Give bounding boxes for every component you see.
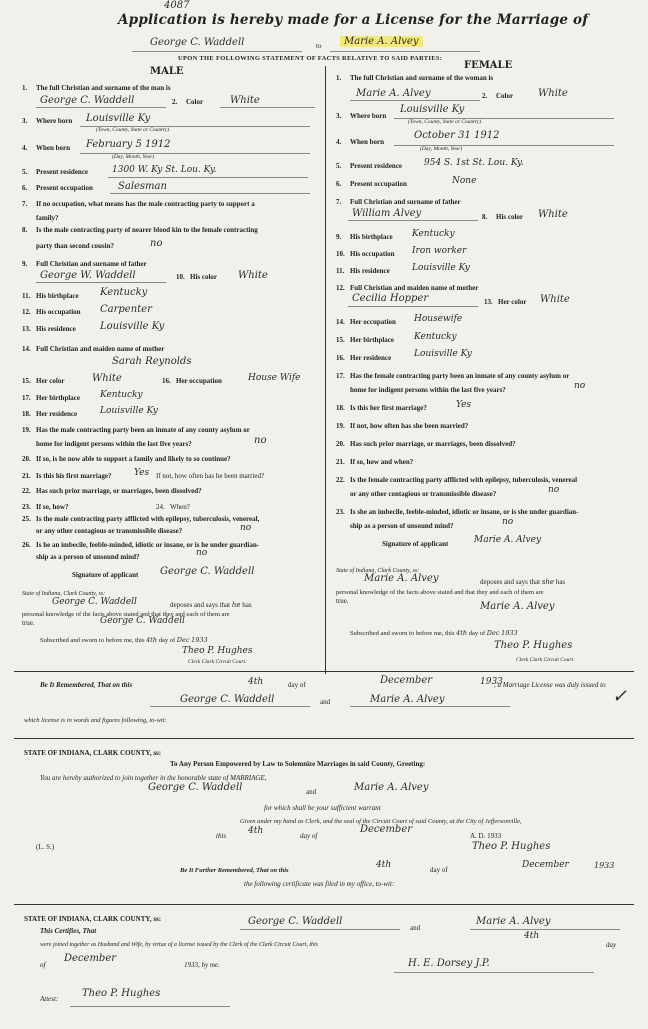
male-q25b: or any other contagious or transmissible disease? [36, 527, 183, 535]
male-aff-knowledge: personal knowledge of the facts above stated and that they and each of them are [22, 611, 230, 618]
female-clerk-label: Clerk Clark Circuit Court. [516, 657, 575, 663]
male-mother-occupation: House Wife [248, 373, 301, 383]
remember-and: and [320, 698, 331, 706]
female-father-residence: Louisville Ky [412, 263, 470, 273]
male-born-where-note: (Town, County, State or Country) [96, 127, 170, 133]
male-sworn: Subscribed and sworn to before me, this 4th day of Dec 1933 [40, 636, 208, 644]
license-further: Be It Further Remembered, That on this [180, 867, 289, 874]
document-subtitle: UPON THE FOLLOWING STATEMENT OF FACTS RELATIVE TO SAID PARTIES: [178, 55, 443, 62]
male-aff-state: State of Indiana, Clark County, ss: [22, 591, 106, 597]
male-asylum: no [254, 435, 267, 446]
male-father-occupation: Carpenter [100, 304, 152, 315]
male-q20: 20. If so, is he now able to support a family and likely to so continue? [22, 455, 231, 463]
license-day-of: day of [300, 832, 318, 840]
female-q2: 2. Color [482, 92, 514, 100]
female-color: White [538, 88, 568, 99]
male-q26: 26. Is he an imbecile, feeble-minded, idiotic or insane, or is he under guardian- [22, 541, 260, 549]
license-further-day-of: day of [430, 866, 448, 874]
male-q11: 11. His birthplace [22, 292, 79, 300]
remember-license-text: , a Marriage License was duly issued to [494, 681, 606, 689]
license-authorized: You are hereby authorized to join together in the honorable state of MARRIAGE, [40, 774, 267, 782]
license-clerk-signature: Theo P. Hughes [472, 841, 551, 852]
section-divider-3 [14, 904, 634, 905]
female-q23: 23. Is she an imbecile, feeble-minded, idiotic or insane, or is she under guardian- [336, 508, 579, 516]
male-q5: 5. Present residence [22, 168, 89, 176]
male-mother-residence: Louisville Ky [100, 406, 158, 416]
female-sworn: Subscribed and sworn to before me, this 4th day of Dec 1933 [350, 629, 518, 637]
record-number: 4087 [164, 0, 190, 11]
certificate-groom: George C. Waddell [248, 916, 343, 927]
male-q15: 15. Her color [22, 377, 65, 385]
remember-day: 4th [248, 677, 264, 687]
license-groom: George C. Waddell [148, 782, 243, 793]
female-born-where-note: (Town, County, State or Country) [408, 119, 482, 125]
male-born-where: Louisville Ky [86, 113, 151, 124]
male-q8: 8. Is the male contracting party of nearer blood kin to the female contracting [22, 226, 258, 234]
male-q21: 21. Is this his first marriage? [22, 472, 112, 480]
male-q17: 17. Her birthplace [22, 394, 81, 402]
female-q17b: home for indigent persons within the last five years? [350, 386, 506, 394]
female-q16: 16. Her residence [336, 354, 392, 362]
female-imbecile: no [502, 517, 514, 527]
male-first-marriage: Yes [134, 468, 150, 478]
license-month: December [360, 824, 413, 835]
license-this: this [216, 832, 227, 840]
male-q10: 10. His color [176, 273, 218, 281]
license-further-year: 1933 [594, 861, 615, 870]
female-q12: 12. Full Christian and maiden name of mother [336, 284, 479, 292]
female-q15: 15. Her birthplace [336, 336, 395, 344]
male-q9: 9. Full Christian and surname of father [22, 260, 147, 268]
male-q19: 19. Has the male contracting party been an inmate of any county asylum or [22, 426, 250, 434]
female-aff-name: Marie A. Alvey [364, 573, 439, 584]
document-title: Application is hereby made for a License for the Marriage of [118, 12, 589, 28]
female-sig-label: Signature of applicant [382, 540, 449, 548]
male-color: White [230, 95, 260, 106]
female-born-where: Louisville Ky [400, 104, 465, 115]
female-clerk-signature: Theo P. Hughes [494, 640, 573, 651]
male-disease: no [240, 523, 252, 533]
male-q2: 2. Color [172, 98, 204, 106]
male-mother-color: White [92, 373, 122, 384]
female-q22: 22. Is the female contracting party afflicted with epilepsy, tuberculosis, venereal [336, 476, 578, 484]
female-q1: 1. The full Christian and surname of the woman is [336, 74, 494, 82]
license-further-month: December [522, 860, 569, 870]
male-q26b: ship as a person of unsound mind? [36, 553, 140, 561]
male-father: George W. Waddell [40, 270, 136, 281]
male-name: George C. Waddell [40, 95, 135, 106]
remember-bride: Marie A. Alvey [370, 694, 445, 705]
male-aff-true: true. [22, 619, 35, 627]
male-clerk-signature: Theo P. Hughes [182, 646, 253, 656]
male-aff-deposes: deposes and says that he has [170, 601, 252, 609]
female-mother-residence: Louisville Ky [414, 349, 472, 359]
header-female-name: Marie A. Alvey [340, 36, 423, 47]
female-q9: 9. His birthplace [336, 233, 393, 241]
certificate-year: 1933, by me. [184, 961, 220, 969]
license-bride: Marie A. Alvey [354, 782, 429, 793]
female-q7: 7. Full Christian and surname of father [336, 198, 461, 206]
male-signature: George C. Waddell [160, 566, 255, 577]
male-born-when-note: (Day, Month, Year) [112, 154, 155, 160]
male-q24: 24. When? [156, 503, 190, 511]
male-mother-birthplace: Kentucky [100, 390, 143, 400]
male-q21b: If not, how often has he been married? [156, 472, 265, 480]
column-divider [325, 66, 326, 674]
certificate-month: December [64, 953, 117, 964]
certificate-attest: Attest: [40, 995, 59, 1003]
remember-year: 1933 [480, 677, 503, 687]
female-mother-birthplace: Kentucky [414, 332, 457, 342]
certificate-day-label: day [606, 941, 617, 949]
male-kin: no [150, 238, 163, 249]
male-q18: 18. Her residence [22, 410, 78, 418]
female-residence: 954 S. 1st St. Lou. Ky. [424, 158, 524, 168]
female-q18: 18. Is this her first marriage? [336, 404, 427, 412]
license-further-day: 4th [376, 860, 392, 870]
male-q25: 25. Is the male contracting party afflicted with epilepsy, tuberculosis, venereal, [22, 515, 260, 523]
female-q8: 8. His color [482, 213, 524, 221]
male-q23: 23. If so, how? [22, 503, 69, 511]
male-heading: MALE [150, 66, 184, 77]
license-warrant: for which shall be your sufficient warrant [264, 804, 381, 812]
female-q4: 4. When born [336, 138, 385, 146]
license-to-any: To Any Person Empowered by Law to Solemnize Marriages in said County, Greeting: [170, 760, 426, 768]
certificate-attest-signature: Theo P. Hughes [82, 988, 161, 999]
male-q12: 12. His occupation [22, 308, 81, 316]
license-ad: A. D. 1933 [470, 832, 502, 840]
remember-day-of: day of [288, 681, 306, 689]
male-father-residence: Louisville Ky [100, 321, 165, 332]
male-q6: 6. Present occupation [22, 184, 93, 192]
female-occupation: None [452, 176, 477, 186]
female-q17: 17. Has the female contracting party been an inmate of any county asylum or [336, 372, 570, 380]
female-disease: no [548, 485, 560, 495]
certificate-day: 4th [524, 931, 540, 941]
female-q23b: ship as a person of unsound mind? [350, 522, 454, 530]
male-q7b: family? [36, 214, 59, 222]
female-name: Marie A. Alvey [356, 88, 431, 99]
female-heading: FEMALE [464, 60, 513, 71]
female-q22b: or any other contagious or transmissible disease? [350, 490, 497, 498]
female-q5: 5. Present residence [336, 162, 403, 170]
female-aff-state: State of Indiana, Clark County, ss: [336, 568, 420, 574]
remember-groom: George C. Waddell [180, 694, 275, 705]
license-state: STATE OF INDIANA, CLARK COUNTY, ss: [24, 749, 162, 757]
license-ls: (L. S.) [36, 843, 55, 851]
certificate-joined: were joined together as Husband and Wife, by virtue of a license issued by the Clerk of the Clark Circuit Court, this [40, 942, 319, 948]
female-born-when: October 31 1912 [414, 130, 500, 141]
female-q19: 19. If not, how often has she been married? [336, 422, 469, 430]
female-father: William Alvey [352, 208, 422, 219]
female-signature: Marie A. Alvey [474, 535, 542, 545]
female-q13: 13. Her color [484, 298, 527, 306]
female-aff-deposes: deposes and says that she has [480, 578, 566, 586]
female-aff-true: true. [336, 597, 349, 605]
license-day: 4th [248, 826, 264, 836]
male-q8b: party than second cousin? [36, 242, 114, 250]
female-q14: 14. Her occupation [336, 318, 396, 326]
certificate-certifies: This Certifies, That [40, 927, 97, 935]
male-imbecile: no [196, 548, 208, 558]
female-aff-knowledge: personal knowledge of the facts above stated and that they and each of them are [336, 589, 544, 596]
male-q7: 7. If no occupation, what means has the male contracting party to support a [22, 200, 255, 208]
male-residence: 1300 W. Ky St. Lou. Ky. [112, 165, 217, 175]
male-mother: Sarah Reynolds [112, 356, 192, 367]
female-aff-signature: Marie A. Alvey [480, 601, 555, 612]
female-q21: 21. If so, how and when? [336, 458, 414, 466]
male-father-birthplace: Kentucky [100, 287, 148, 298]
female-born-when-note: (Day, Month, Year) [420, 146, 463, 152]
female-asylum: no [574, 381, 586, 391]
remember-month: December [380, 675, 433, 686]
certificate-and: and [410, 924, 421, 932]
certificate-officiant: H. E. Dorsey J.P. [408, 958, 490, 969]
section-divider-2 [14, 738, 634, 739]
male-q13: 13. His residence [22, 325, 76, 333]
female-mother-color: White [540, 294, 570, 305]
header-male-name: George C. Waddell [150, 37, 245, 48]
female-q3: 3. Where born [336, 112, 387, 120]
female-mother-occupation: Housewife [414, 314, 463, 324]
female-father-birthplace: Kentucky [412, 229, 455, 239]
male-born-when: February 5 1912 [86, 139, 171, 150]
female-q10: 10. His occupation [336, 250, 395, 258]
male-q19b: home for indigent persons within the last five years? [36, 440, 192, 448]
remember-which: which license is in words and figures following, to-wit: [24, 717, 167, 724]
header-to: to [316, 42, 322, 50]
male-aff-name: George C. Waddell [52, 597, 137, 607]
remember-text: Be It Remembered, That on this [40, 681, 133, 689]
female-q6: 6. Present occupation [336, 180, 407, 188]
female-father-color: White [538, 209, 568, 220]
license-filed: the following certificate was filed in my office, to-wit: [244, 880, 395, 888]
certificate-of: of [40, 961, 46, 969]
license-and: and [306, 788, 317, 796]
certificate-state: STATE OF INDIANA, CLARK COUNTY, ss: [24, 915, 162, 923]
male-sig-label: Signature of applicant [72, 571, 139, 579]
male-q3: 3. Where born [22, 117, 73, 125]
section-divider [14, 671, 634, 672]
female-q20: 20. Has such prior marriage, or marriages, been dissolved? [336, 440, 516, 448]
check-mark: ✓ [612, 686, 628, 707]
male-father-color: White [238, 270, 268, 281]
male-clerk-label: Clerk Clark Circuit Court. [188, 659, 247, 665]
male-q22: 22. Has such prior marriage, or marriages, been dissolved? [22, 487, 202, 495]
female-mother: Cecilia Hopper [352, 293, 429, 304]
male-q14: 14. Full Christian and maiden name of mother [22, 345, 165, 353]
male-aff-signature: George C. Waddell [100, 616, 185, 626]
certificate-bride: Marie A. Alvey [476, 916, 551, 927]
female-q11: 11. His residence [336, 267, 390, 275]
male-q1: 1. The full Christian and surname of the man is [22, 84, 171, 92]
male-occupation: Salesman [118, 181, 167, 192]
female-first-marriage: Yes [456, 400, 472, 410]
female-father-occupation: Iron worker [412, 246, 467, 256]
male-q16: 16. Her occupation [162, 377, 222, 385]
license-given: Given under my hand as Clerk, and the seal of the Circuit Court of said County, at the City of Jeffersonville, [240, 818, 522, 825]
male-q4: 4. When born [22, 144, 71, 152]
